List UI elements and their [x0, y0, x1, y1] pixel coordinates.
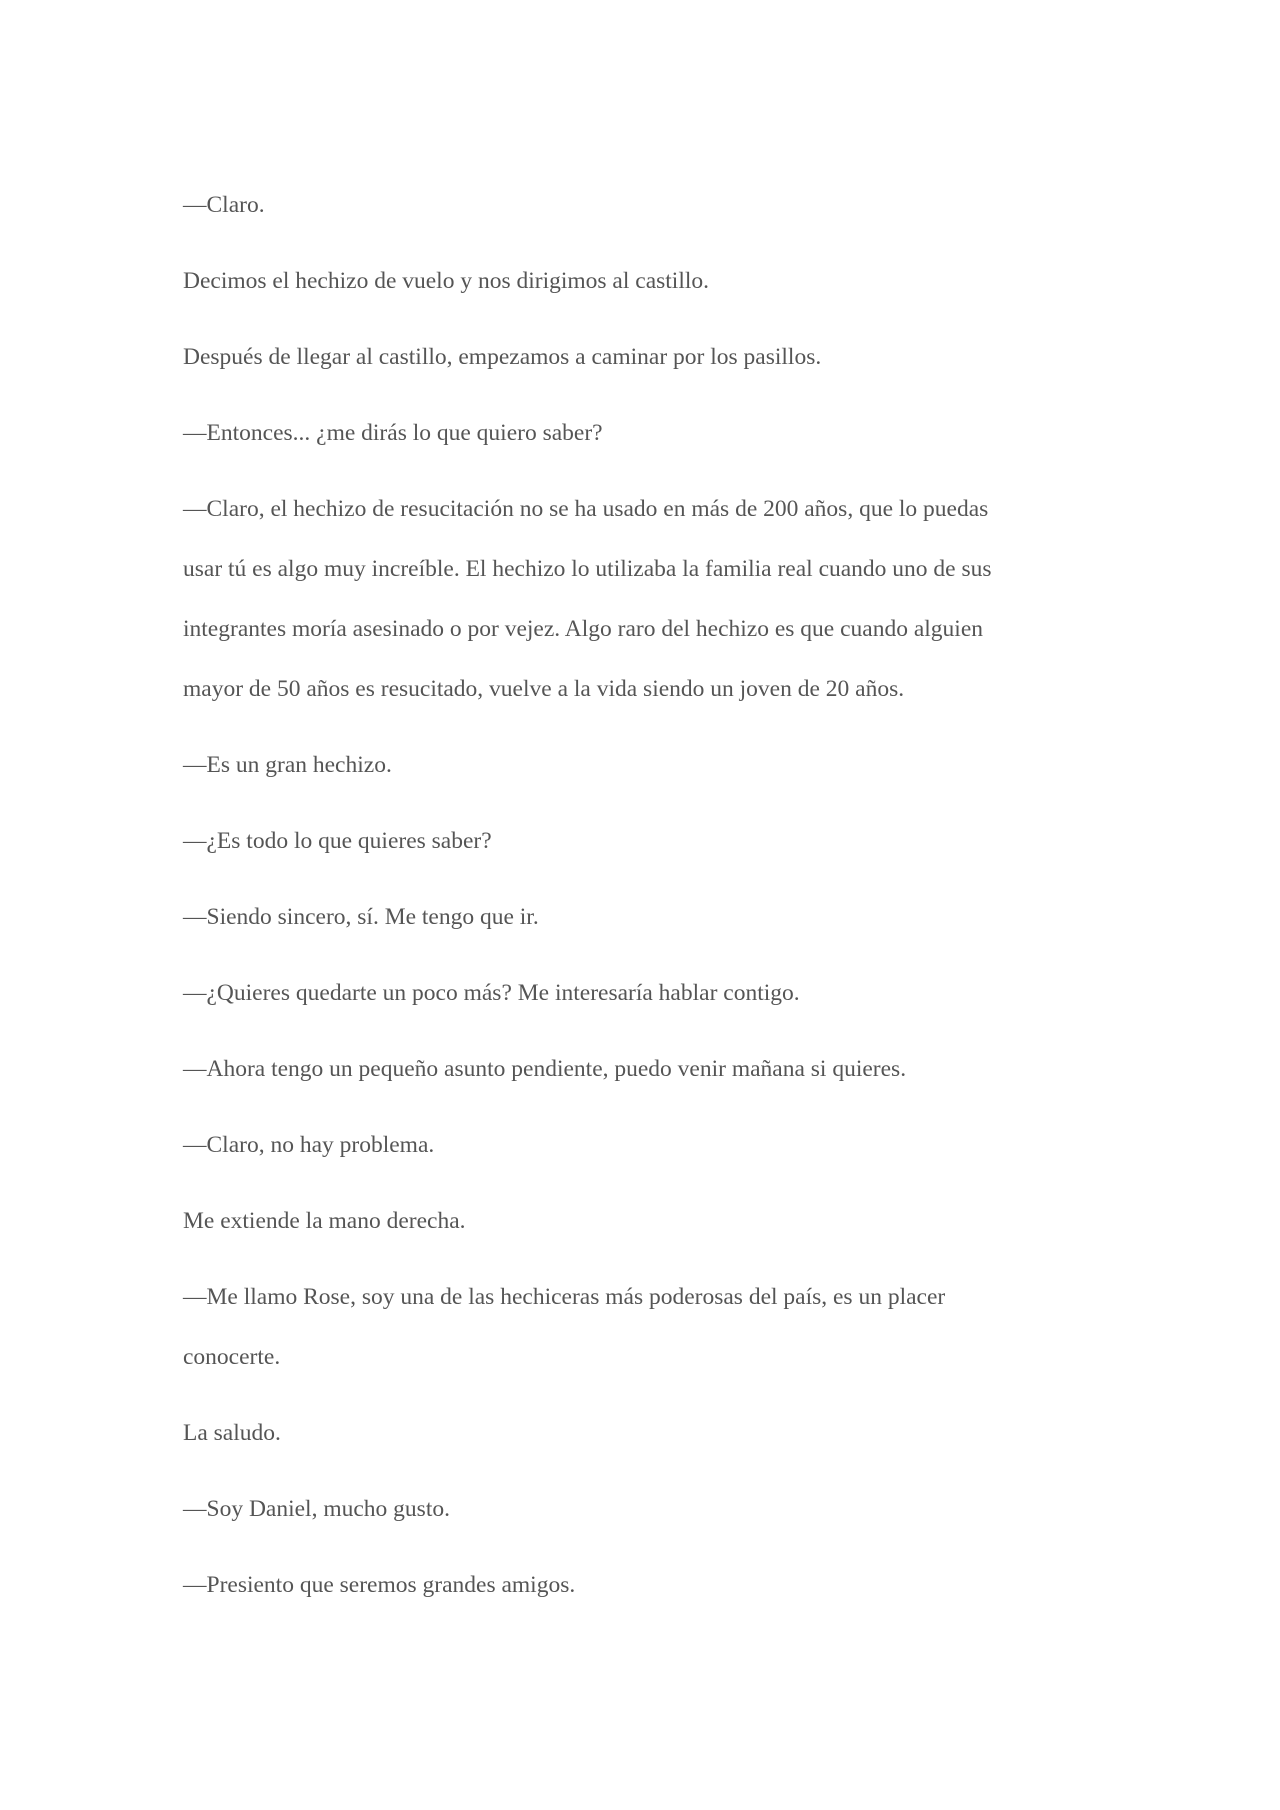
paragraph: [183, 1267, 1103, 1387]
paragraph: [183, 887, 1103, 947]
paragraph: [183, 175, 1103, 235]
text-line: integrantes moría asesinado o por vejez. Algo raro del hechizo es que cuando alguien: [183, 616, 984, 642]
document-body: [183, 175, 1103, 1631]
text-line: —Soy Daniel, mucho gusto.: [183, 1496, 450, 1522]
paragraph: [183, 403, 1103, 463]
text-line: —¿Quieres quedarte un poco más? Me interesaría hablar contigo.: [183, 980, 800, 1006]
text-line: —Me llamo Rose, soy una de las hechiceras más poderosas del país, es un placer: [183, 1284, 946, 1310]
text-line: conocerte.: [183, 1344, 281, 1370]
paragraph: [183, 1555, 1103, 1615]
text-line: —Es un gran hechizo.: [183, 752, 392, 778]
text-line: —Ahora tengo un pequeño asunto pendiente, puedo venir mañana si quieres.: [183, 1056, 907, 1082]
text-line: —Claro, no hay problema.: [183, 1132, 435, 1158]
paragraph: [183, 1115, 1103, 1175]
paragraph: [183, 251, 1103, 311]
paragraph: [183, 735, 1103, 795]
paragraph: [183, 1039, 1103, 1099]
text-line: —Claro.: [183, 192, 265, 218]
text-line: Decimos el hechizo de vuelo y nos dirigimos al castillo.: [183, 268, 710, 294]
text-line: —Entonces... ¿me dirás lo que quiero saber?: [183, 420, 603, 446]
paragraph: [183, 1479, 1103, 1539]
text-line: mayor de 50 años es resucitado, vuelve a la vida siendo un joven de 20 años.: [183, 676, 905, 702]
text-line: Me extiende la mano derecha.: [183, 1208, 466, 1234]
text-line: —Claro, el hechizo de resucitación no se ha usado en más de 200 años, que lo puedas: [183, 496, 989, 522]
paragraph: [183, 479, 1103, 719]
text-line: —Siendo sincero, sí. Me tengo que ir.: [183, 904, 539, 930]
paragraph: [183, 811, 1103, 871]
paragraph: [183, 327, 1103, 387]
paragraph: [183, 1191, 1103, 1251]
paragraph: [183, 1403, 1103, 1463]
text-line: usar tú es algo muy increíble. El hechizo lo utilizaba la familia real cuando uno de sus: [183, 556, 992, 582]
text-line: —¿Es todo lo que quieres saber?: [183, 828, 492, 854]
text-line: La saludo.: [183, 1420, 281, 1446]
text-line: Después de llegar al castillo, empezamos a caminar por los pasillos.: [183, 344, 822, 370]
paragraph: [183, 963, 1103, 1023]
text-line: —Presiento que seremos grandes amigos.: [183, 1572, 576, 1598]
